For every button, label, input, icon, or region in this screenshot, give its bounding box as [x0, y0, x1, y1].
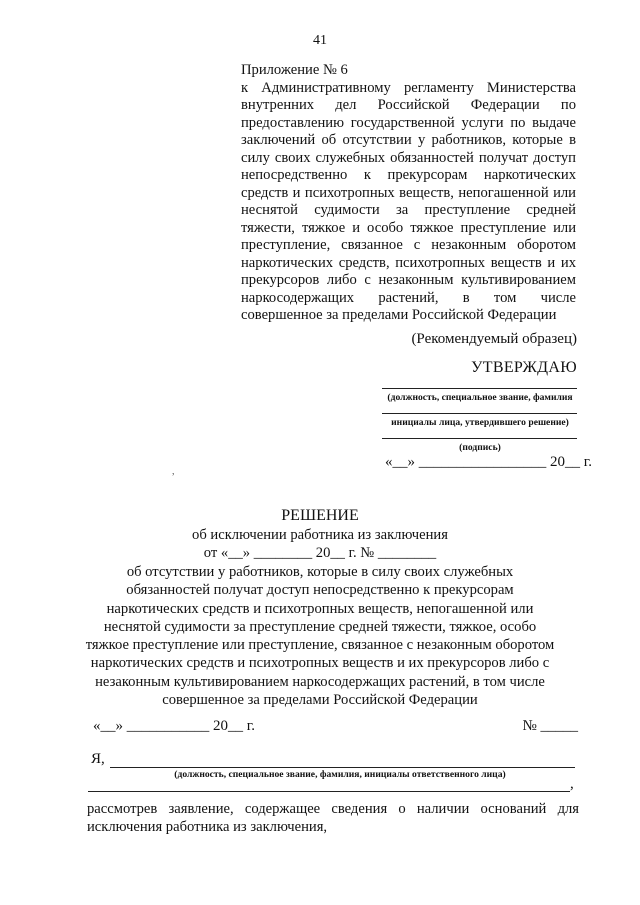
approver-line-2 — [382, 413, 577, 414]
approver-caption-1: (должность, специальное звание, фамилия — [387, 392, 573, 403]
decision-description — [60, 563, 580, 709]
appendix-line: прекурсоров либо с незаконным культивированием — [241, 272, 576, 288]
description-line: совершенное за пределами Российской Федерации — [162, 692, 478, 709]
signature-caption: (подпись) — [459, 442, 501, 453]
decision-subtitle: об исключении работника из заключения — [192, 527, 448, 543]
trailing-comma: , — [570, 776, 574, 792]
appendix-line: заключений об отсутствии у работников, которые в — [241, 132, 576, 148]
appendix-line: силу своих служебных обязанностей получат доступ — [241, 149, 576, 166]
appendix-line: наркотических средств, психотропных веществ и их — [241, 254, 576, 271]
appendix-line: тяжести, тяжкое и особо тяжкое преступление или — [241, 219, 576, 236]
scan-mark: , — [172, 466, 175, 477]
official-caption: (должность, специальное звание, фамилия, инициалы ответственного лица) — [174, 769, 506, 780]
approve-title: УТВЕРЖДАЮ — [471, 359, 577, 376]
description-line: тяжкое преступление или преступление, связанное с незаконным оборотом — [85, 637, 555, 654]
official-line — [110, 767, 575, 768]
considering-line-2: исключения работника из заключения, — [87, 819, 328, 835]
appendix-line: наркосодержащих растений, в том числе — [241, 289, 576, 306]
appendix-line: предоставлению государственной услуги по выдаче — [241, 114, 576, 131]
approver-line-1 — [382, 388, 577, 389]
official-line-2 — [88, 791, 570, 792]
considering-line-1: рассмотрев заявление, содержащее сведения о наличии оснований для — [87, 801, 579, 817]
sample-label: (Рекомендуемый образец) — [411, 331, 577, 347]
description-line: неснятой судимости за преступление средней тяжести, тяжкое, особо — [103, 618, 537, 635]
appendix-line: непосредственно к прекурсорам наркотических — [241, 167, 576, 183]
description-line: наркотических средств и психотропных веществ и их прекурсоров либо с — [90, 655, 550, 672]
appendix-line: преступление, связанное с незаконным оборотом — [241, 237, 576, 253]
decision-date-line: «__» ___________ 20__ г. — [93, 718, 255, 734]
appendix-line: внутренних дел Российской Федерации по — [241, 97, 576, 113]
appendix-line: совершенное за пределами Российской Федерации — [241, 307, 557, 323]
appendix-line: средств и психотропных веществ, непогашенной или — [241, 184, 576, 201]
approver-caption-2: инициалы лица, утвердившего решение) — [391, 417, 569, 428]
decision-title: РЕШЕНИЕ — [281, 507, 359, 524]
page-number: 41 — [313, 33, 327, 48]
description-line: обязанностей получат доступ непосредственно к прекурсорам — [126, 582, 514, 599]
appendix-line: к Административному регламенту Министерства — [241, 79, 576, 96]
description-line: наркотических средств и психотропных веществ, непогашенной или — [106, 600, 534, 617]
decision-from-line: от «__» ________ 20__ г. № ________ — [203, 545, 437, 561]
description-line: незаконным культивированием наркосодержащих растений, в том числе — [95, 673, 545, 690]
appendix-line: неснятой судимости за преступление средней — [241, 202, 576, 218]
approver-line-3 — [382, 438, 577, 439]
i-label: Я, — [91, 751, 105, 767]
description-line: об отсутствии у работников, которые в силу своих служебных — [126, 564, 514, 580]
appendix-header — [241, 62, 576, 325]
decision-number-line: № _____ — [522, 718, 578, 734]
approve-date-line: «__» _________________ 20__ г. — [385, 454, 592, 470]
appendix-line: Приложение № 6 — [241, 62, 348, 78]
